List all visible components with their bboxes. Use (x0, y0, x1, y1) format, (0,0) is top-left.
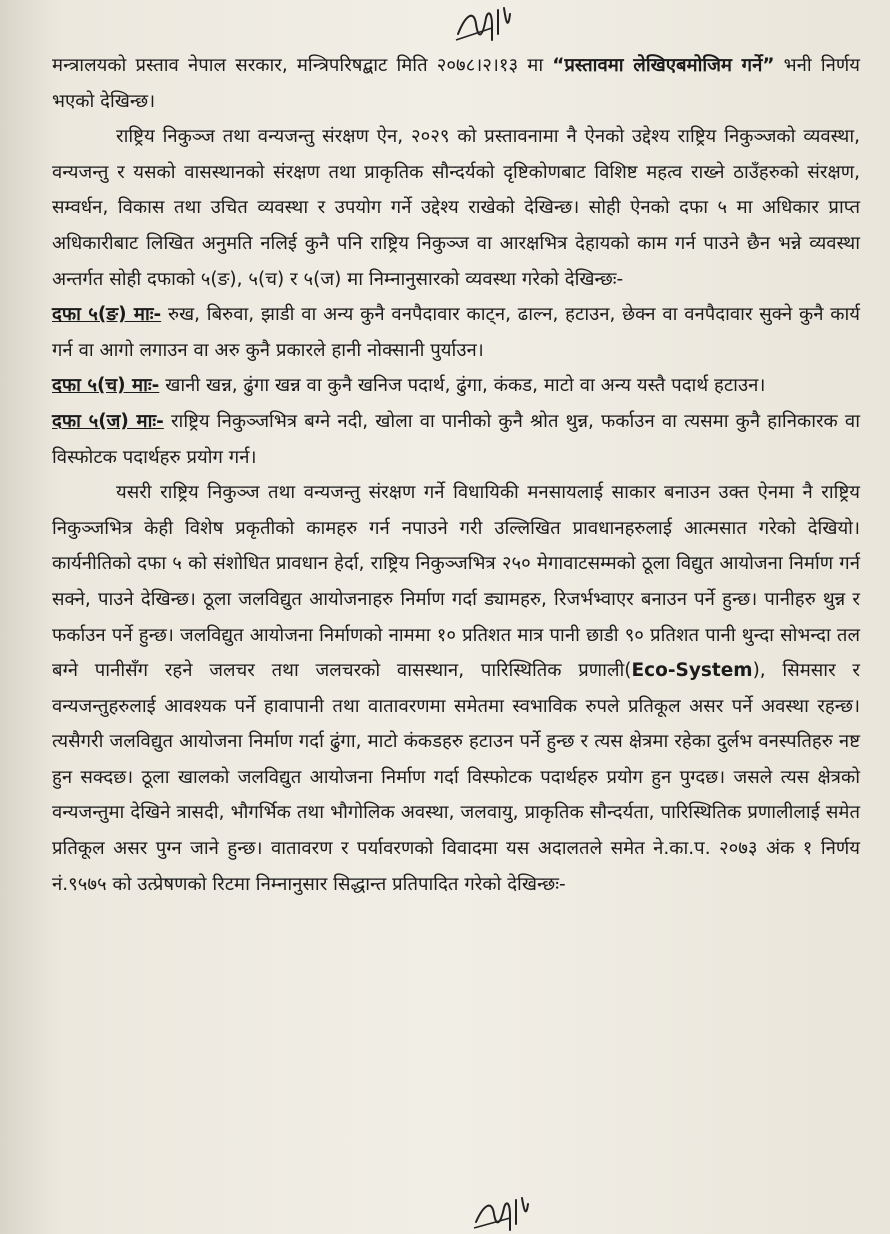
quoted-decision: “प्रस्तावमा लेखिएबमोजिम गर्ने” (552, 55, 775, 76)
paragraph-analysis: यसरी राष्ट्रिय निकुञ्ज तथा वन्यजन्तु संरक्षण गर्ने विधायिकी मनसायलाई साकार बनाउन उक्त ऐनमा नै राष्ट्रिय निकुञ्जभित्र केही विशेष प्रकृतीको कामहरु गर्न नपाउने गरी उल्लिखित प्रावधानहरुलाई आत्मसात गरेको देखियो। कार्यनीतिको दफा ५ को संशोधित प्रावधान हेर्दा, राष्ट्रिय निकुञ्जभित्र २५० मेगावाटसम्मको ठूला विद्युत आयोजना निर्माण गर्न सक्ने, पाउने देखिन्छ। ठूला जलविद्युत आयोजनाहरु निर्माण गर्दा ड्यामहरु, रिजर्भभ्वाएर बनाउन पर्ने हुन्छ। पानीहरु थुन्न र फर्काउन पर्ने हुन्छ। जलविद्युत आयोजना निर्माणको नाममा १० प्रतिशत मात्र पानी छाडी ९० प्रतिशत पानी थुन्दा सोभन्दा तल बग्ने पानीसँग रहने जलचर तथा जलचरको वासस्थान, पारिस्थितिक प्रणाली(Eco-System), सिमसार र वन्यजन्तुहरुलाई आवश्यक पर्ने हावापानी तथा वातावरणमा समेतमा स्वभाविक रुपले प्रतिकूल असर पर्ने अवस्था रहन्छ। त्यसैगरी जलविद्युत आयोजना निर्माण गर्दा ढुंगा, माटो कंकडहरु हटाउन पर्ने हुन्छ र त्यस क्षेत्रमा रहेका दुर्लभ वनस्पतिहरु नष्ट हुन सक्दछ। ठूला खालको जलविद्युत आयोजना निर्माण गर्दा विस्फोटक पदार्थहरु प्रयोग हुन पुग्दछ। जसले त्यस क्षेत्रको वन्यजन्तुमा देखिने त्रासदी, भौगर्भिक तथा भौगोलिक अवस्था, जलवायु, प्राकृतिक सौन्दर्यता, पारिस्थितिक प्रणालीलाई समेत प्रतिकूल असर पुग्न जाने हुन्छ। वातावरण र पर्यावरणको विवादमा यस अदालतले समेत ने.का.प. २०७३ अंक १ निर्णय नं.९५७५ को उत्प्रेषणको रिटमा निम्नानुसार सिद्धान्त प्रतिपादित गरेको देखिन्छः- (52, 482, 860, 895)
eco-system-term: Eco-System (631, 660, 753, 682)
paragraph-intro: मन्त्रालयको प्रस्ताव नेपाल सरकार, मन्त्रिपरिषद्बाट मिति २०७८।२।१३ मा “प्रस्तावमा लेखिएबमोजिम गर्ने” भनी निर्णय भएको देखिन्छ। (52, 55, 860, 112)
paragraph-act-preamble: राष्ट्रिय निकुञ्ज तथा वन्यजन्तु संरक्षण ऐन, २०२९ को प्रस्तावनामा नै ऐनको उद्देश्य राष्ट्रिय निकुञ्जको व्यवस्था, वन्यजन्तु र यसको वासस्थानको संरक्षण तथा प्राकृतिक सौन्दर्यको दृष्टिकोणबाट विशिष्ट महत्व राख्ने ठाउँहरुको संरक्षण, सम्वर्धन, विकास तथा उचित व्यवस्था र उपयोग गर्ने उद्देश्य राखेको देखिन्छ। सोही ऐनको दफा ५ मा अधिकार प्राप्त अधिकारीबाट लिखित अनुमति नलिई कुनै पनि राष्ट्रिय निकुञ्ज वा आरक्षभित्र देहायको काम गर्न पाउने छैन भन्ने व्यवस्था अन्तर्गत सोही दफाको ५(ङ), ५(च) र ५(ज) मा निम्नानुसारको व्यवस्था गरेको देखिन्छः- (52, 126, 860, 290)
section-label: दफा ५(ज) माः- (52, 410, 164, 432)
section-5-ja: दफा ५(ज) माः- राष्ट्रिय निकुञ्जभित्र बग्ने नदी, खोला वा पानीको कुनै श्रोत थुन्न, फर्काउन वा त्यसमा कुनै हानिकारक वा विस्फोटक पदार्थहरु प्रयोग गर्न। (52, 410, 860, 468)
section-label: दफा ५(च) माः- (52, 375, 160, 397)
section-5-cha: दफा ५(च) माः- खानी खन्न, ढुंगा खन्न वा कुनै खनिज पदार्थ, ढुंगा, कंकड, माटो वा अन्य यस्तै पदार्थ हटाउन। (52, 375, 766, 397)
section-label: दफा ५(ङ) माः- (52, 304, 162, 326)
document-body (52, 48, 860, 902)
handwritten-signature-icon (452, 4, 522, 48)
section-5-nga: दफा ५(ङ) माः- रुख, बिरुवा, झाडी वा अन्य कुनै वनपैदावार काट्न, ढाल्न, हटाउन, छेक्न वा वनपैदावार सुक्ने कुनै कार्य गर्न वा आगो लगाउन वा अरु कुनै प्रकारले हानी नोक्सानी पुर्याउन। (52, 304, 860, 361)
handwritten-signature-icon (470, 1192, 540, 1234)
